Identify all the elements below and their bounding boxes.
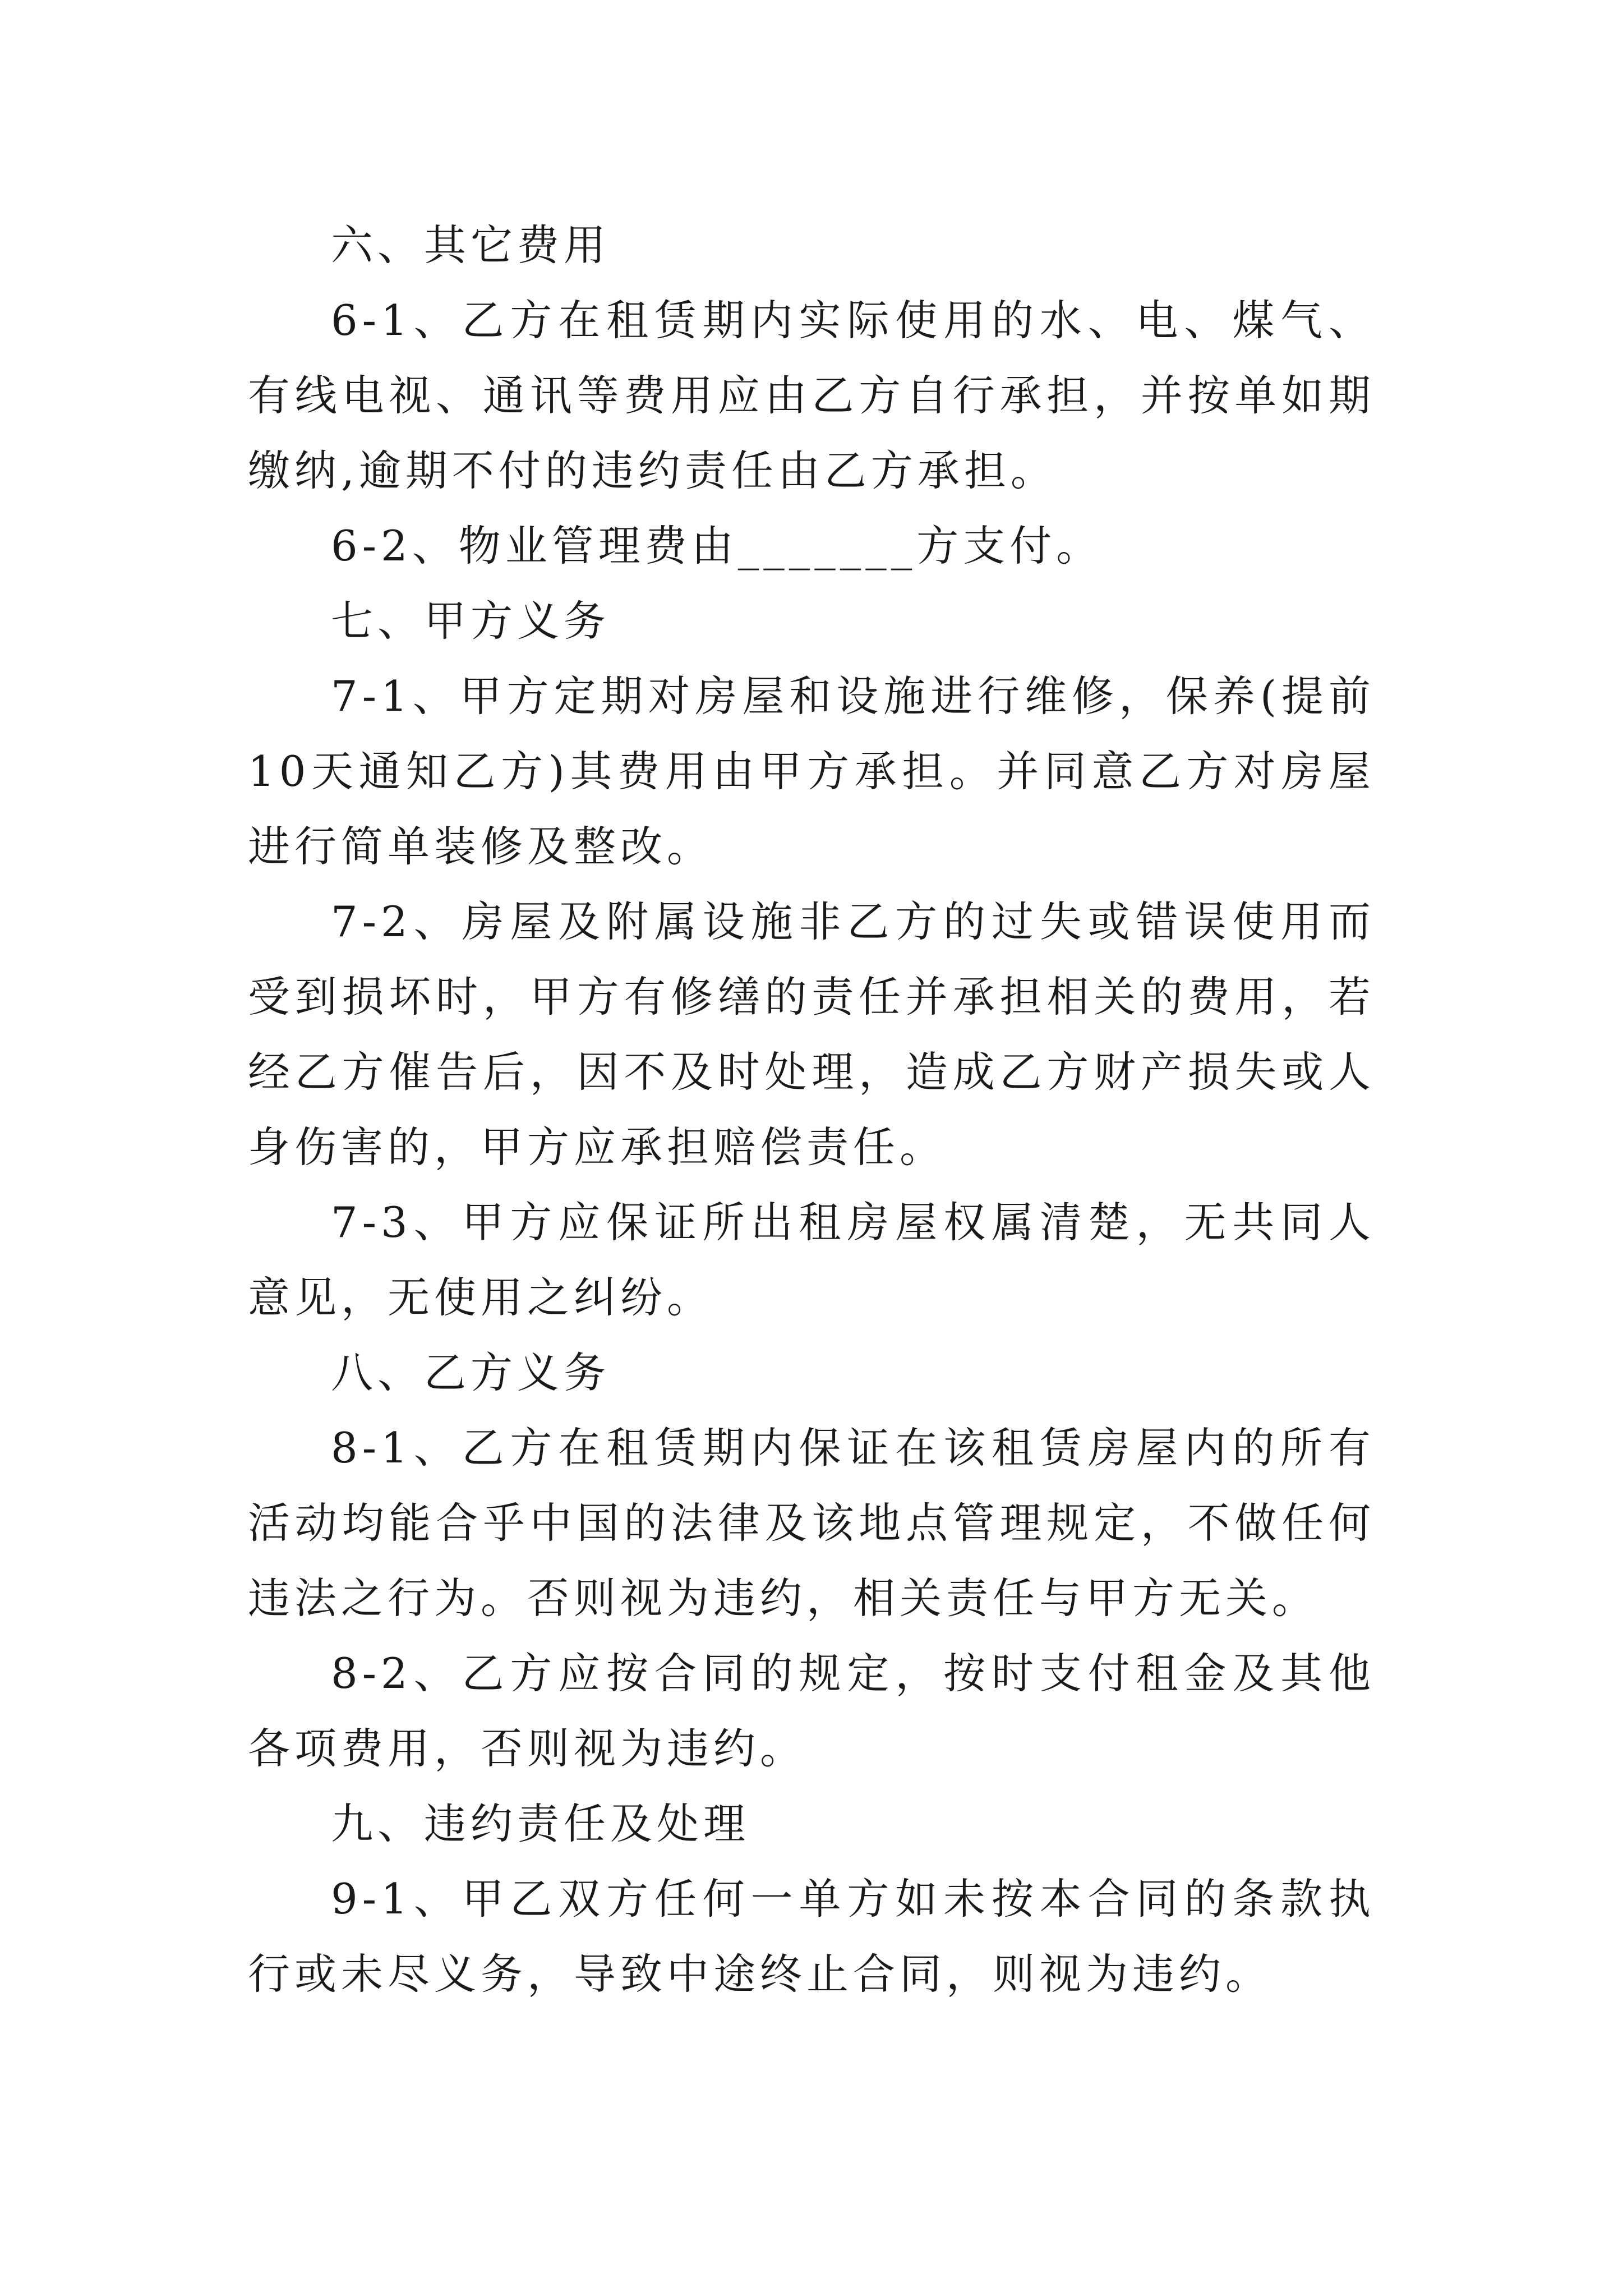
- clause-6-2: 6-2、物业管理费由_______方支付。: [331, 521, 1103, 570]
- clause-7-2: 7-2、房屋及附属设施非乙方的过失或错误使用而受到损坏时，甲方有修缮的责任并承担相关的费用，若经乙方催告后，因不及时处理，造成乙方财产损失或人身伤害的，甲方应承担赔偿责任。: [248, 897, 1375, 1172]
- section-8-heading: 八、乙方义务: [331, 1348, 611, 1397]
- clause-7-3: 7-3、甲方应保证所出租房屋权属清楚，无共同人意见，无使用之纠纷。: [248, 1198, 1375, 1322]
- section-9-heading: 九、违约责任及处理: [331, 1799, 750, 1848]
- clause-7-1: 7-1、甲方定期对房屋和设施进行维修，保养(提前10天通知乙方)其费用由甲方承担。并同意乙方对房屋进行简单装修及整改。: [248, 671, 1375, 871]
- clause-6-1: 6-1、乙方在租赁期内实际使用的水、电、煤气、有线电视、通讯等费用应由乙方自行承担，并按单如期缴纳,逾期不付的违约责任由乙方承担。: [248, 296, 1375, 495]
- clause-9-1: 9-1、甲乙双方任何一单方如未按本合同的条款执行或未尽义务，导致中途终止合同，则视为违约。: [248, 1874, 1375, 1999]
- clause-8-1: 8-1、乙方在租赁期内保证在该租赁房屋内的所有活动均能合乎中国的法律及该地点管理规定，不做任何违法之行为。否则视为违约，相关责任与甲方无关。: [248, 1423, 1375, 1623]
- section-7-heading: 七、甲方义务: [331, 596, 611, 646]
- document-body: [248, 208, 1375, 2012]
- section-6-heading: 六、其它费用: [331, 220, 611, 270]
- clause-8-2: 8-2、乙方应按合同的规定，按时支付租金及其他各项费用，否则视为违约。: [248, 1649, 1375, 1773]
